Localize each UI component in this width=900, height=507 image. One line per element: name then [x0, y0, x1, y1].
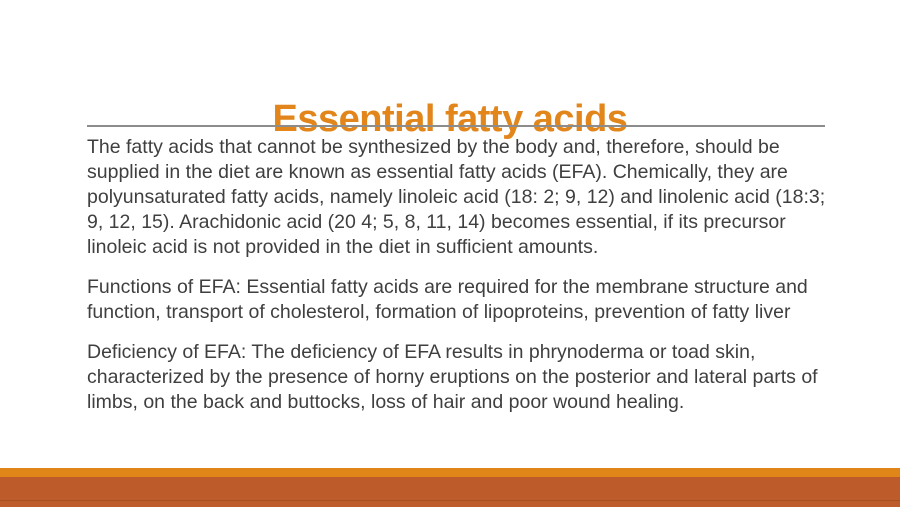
- title-divider-line: [87, 125, 825, 127]
- paragraph-efa-definition: The fatty acids that cannot be synthesized by the body and, therefore, should be supplied in the diet are known as essential fatty acids (EFA). Chemically, they are polyunsaturated fatty acids, namely linoleic acid (18: 2; 9, 12) and linolenic acid (18:3; 9, 12, 15). Arachidonic acid (20 4; 5, 8, 11, 14) becomes essential, if its precursor linoleic acid is not provided in the diet in sufficient amounts.: [87, 136, 826, 258]
- footer-accent-stripe: [0, 468, 900, 477]
- paragraph-efa-functions: Functions of EFA: Essential fatty acids are required for the membrane structure and function, transport of cholesterol, formation of lipoproteins, prevention of fatty liver: [87, 276, 808, 323]
- slide-title: Essential fatty acids: [272, 98, 628, 141]
- paragraph-efa-deficiency: Deficiency of EFA: The deficiency of EFA results in phrynoderma or toad skin, characterized by the presence of horny eruptions on the posterior and lateral parts of limbs, on the back and buttocks, loss of hair and poor wound healing.: [87, 341, 818, 413]
- slide-body-text-block: [87, 135, 829, 430]
- footer-band: [0, 477, 900, 507]
- footer-band-inner-line: [0, 500, 900, 501]
